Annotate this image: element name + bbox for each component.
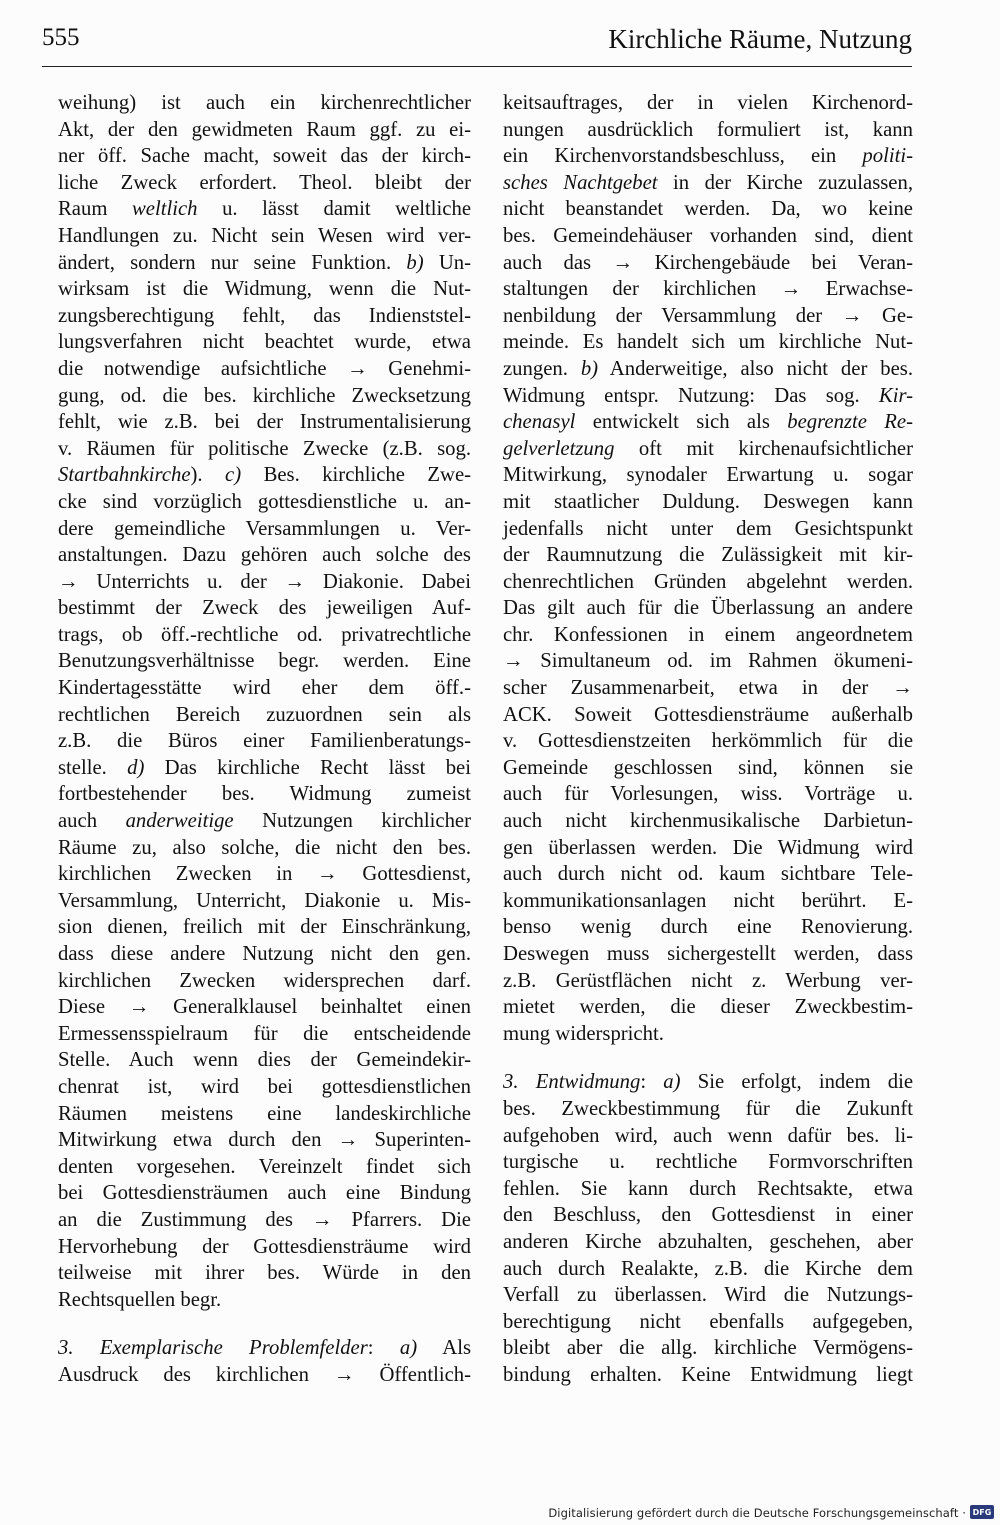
text-line: der Raumnutzung die Zulässigkeit mit kir-	[503, 544, 913, 567]
text-line: Hervorhebung der Gottesdiensträume wird	[58, 1235, 471, 1258]
text-line: chenrat ist, wird bei gottesdienstlichen	[58, 1075, 471, 1098]
page-number: 555	[42, 24, 80, 51]
footer-bar	[0, 1502, 1000, 1525]
text-line: Ausdruck des kirchlichen → Öffentlich-	[58, 1363, 471, 1386]
header-divider	[42, 66, 912, 67]
text-line: nicht beanstandet werden. Da, wo keine	[503, 198, 913, 221]
text-line: bes. Gemeindehäuser vorhanden sind, dient	[503, 224, 913, 247]
dfg-logo: DFG	[970, 1505, 994, 1519]
text-line: Das gilt auch für die Überlassung an andere	[503, 597, 913, 620]
text-line: nungen ausdrücklich formuliert ist, kann	[503, 118, 913, 141]
paragraph-gap	[503, 1047, 913, 1069]
funding-notice: Digitalisierung gefördert durch die Deutsche Forschungsgemeinschaft ·	[548, 1506, 966, 1520]
text-line: aufgehoben wird, auch wenn dafür bes. li-	[503, 1124, 913, 1147]
text-line: ändert, sondern nur seine Funktion. b) Un-	[58, 251, 471, 274]
text-line: auch anderweitige Nutzungen kirchlicher	[58, 810, 471, 833]
text-line: Diese → Generalklausel beinhaltet einen	[58, 996, 471, 1019]
text-line: auch das → Kirchengebäude bei Veran-	[503, 251, 913, 274]
text-line: stelle. d) Das kirchliche Recht lässt bei	[58, 756, 471, 779]
text-line: Raum weltlich u. lässt damit weltliche	[58, 198, 472, 221]
text-line: keitsauftrages, der in vielen Kirchenord-	[503, 92, 913, 114]
text-line: Startbahnkirche). c) Bes. kirchliche Zwe-	[58, 464, 472, 487]
text-line: chenrechtlichen Gründen abgelehnt werden.	[503, 570, 913, 593]
text-line: liche Zweck erfordert. Theol. bleibt der	[58, 171, 471, 194]
text-line: auch für Vorlesungen, wiss. Vorträge u.	[503, 783, 913, 806]
text-line: mung widerspricht.	[503, 1022, 664, 1045]
text-line: gelverletzung oft mit kirchenaufsichtlicher	[503, 437, 913, 460]
text-line: turgische u. rechtliche Formvorschriften	[503, 1151, 913, 1174]
text-line: Rechtsquellen begr.	[58, 1288, 222, 1311]
text-line: Verfall zu überlassen. Wird die Nutzungs-	[503, 1284, 913, 1307]
text-line: Kindertagesstätte wird eher dem öff.-	[58, 677, 471, 700]
text-line: z.B. Gerüstflächen nicht z. Werbung ver-	[503, 969, 913, 992]
text-line: bestimmt der Zweck des jeweiligen Auf-	[58, 597, 471, 620]
text-line: fortbestehender bes. Widmung zumeist	[58, 783, 471, 806]
text-line: dere gemeindliche Versammlungen u. Ver-	[58, 517, 471, 540]
text-line: kirchlichen Zwecken in → Gottesdienst,	[58, 863, 471, 886]
text-line: ner öff. Sache macht, soweit das der kirch-	[58, 145, 471, 168]
text-line: an die Zustimmung des → Pfarrers. Die	[58, 1208, 471, 1231]
text-line: cke sind vorzüglich gottesdienstliche u. an-	[58, 490, 471, 513]
text-line: → Unterrichts u. der → Diakonie. Dabei	[58, 570, 471, 593]
text-line: Handlungen zu. Nicht sein Wesen wird ver-	[58, 224, 471, 247]
page-header	[42, 24, 912, 64]
text-line: z.B. die Büros einer Familienberatungs-	[58, 730, 471, 753]
text-line: Räumen meistens eine landeskirchliche	[58, 1102, 471, 1125]
text-line: anderen Kirche abzuhalten, geschehen, aber	[503, 1230, 913, 1253]
text-line: Versammlung, Unterricht, Diakonie u. Mis-	[58, 889, 471, 912]
text-line: auch durch nicht od. kaum sichtbare Tele-	[503, 863, 913, 886]
text-line: die notwendige aufsichtliche → Genehmi-	[58, 357, 471, 380]
text-line: bindung erhalten. Keine Entwidmung liegt	[503, 1363, 913, 1386]
paragraph-gap	[58, 1313, 471, 1335]
text-line: teilweise mit ihrer bes. Würde in den	[58, 1262, 471, 1285]
text-line: ACK. Soweit Gottesdiensträume außerhalb	[503, 703, 913, 726]
right-text-column	[503, 90, 913, 1389]
text-line: Mitwirkung etwa durch den → Superinten-	[58, 1129, 471, 1152]
text-line: gung, od. die bes. kirchliche Zwecksetzung	[58, 384, 471, 407]
text-line: weihung) ist auch ein kirchenrechtlicher	[58, 92, 471, 114]
text-line: jedenfalls nicht unter dem Gesichtspunkt	[503, 517, 913, 540]
text-line: Räume zu, also solche, die nicht den bes.	[58, 836, 471, 859]
text-line: zungsberechtigung fehlt, das Indienststel-	[58, 304, 471, 327]
text-line: v. Gottesdienstzeiten herkömmlich für die	[503, 730, 913, 753]
running-head: Kirchliche Räume, Nutzung	[608, 24, 912, 54]
text-line: Ermessensspielraum für die entscheidende	[58, 1022, 471, 1045]
text-line: 3. Exemplarische Problemfelder: a) Als	[58, 1337, 471, 1360]
text-line: denten vorgesehen. Vereinzelt findet sich	[58, 1155, 471, 1178]
text-line: kirchlichen Zwecken widersprechen darf.	[58, 969, 471, 992]
text-line: bes. Zweckbestimmung für die Zukunft	[503, 1097, 913, 1120]
text-line: chenasyl entwickelt sich als begrenzte Re-	[503, 411, 913, 434]
text-line: benso wenig durch eine Renovierung.	[503, 916, 913, 939]
text-line: staltungen der kirchlichen → Erwachse-	[503, 278, 913, 301]
text-line: 3. Entwidmung: a) Sie erfolgt, indem die	[503, 1071, 914, 1094]
text-line: bei Gottesdiensträumen auch eine Bindung	[58, 1182, 471, 1205]
left-text-column	[58, 90, 471, 1389]
text-line: Mitwirkung, synodaler Erwartung u. sogar	[503, 464, 913, 487]
text-line: mietet werden, die dieser Zweckbestim-	[503, 996, 913, 1019]
text-line: auch durch Realakte, z.B. die Kirche dem	[503, 1257, 913, 1280]
text-line: Deswegen muss sichergestellt werden, dass	[503, 943, 913, 965]
text-line: nenbildung der Versammlung der → Ge-	[503, 304, 913, 327]
text-line: ein Kirchenvorstandsbeschluss, ein politi-	[503, 145, 913, 168]
text-line: rechtlichen Bereich zuzuordnen sein als	[58, 703, 471, 726]
text-line: sion dienen, freilich mit der Einschränkung,	[58, 916, 471, 939]
text-line: sches Nachtgebet in der Kirche zuzulassen,	[503, 171, 913, 194]
text-line: dass diese andere Nutzung nicht den gen.	[58, 943, 471, 965]
text-line: chr. Konfessionen in einem angeordnetem	[503, 623, 913, 646]
text-line: → Simultaneum od. im Rahmen ökumeni-	[503, 650, 913, 673]
text-line: mit staatlicher Duldung. Deswegen kann	[503, 490, 913, 513]
text-line: v. Räumen für politische Zwecke (z.B. sog.	[58, 437, 471, 460]
text-line: anstaltungen. Dazu gehören auch solche des	[58, 544, 471, 567]
text-line: lungsverfahren nicht beachtet wurde, etwa	[58, 331, 471, 354]
text-line: Akt, der den gewidmeten Raum ggf. zu ei-	[58, 118, 471, 141]
text-line: gen überlassen werden. Die Widmung wird	[503, 836, 913, 859]
text-line: fehlt, wie z.B. bei der Instrumentalisierung	[58, 411, 471, 434]
text-line: fehlen. Sie kann durch Rechtsakte, etwa	[503, 1177, 913, 1200]
text-line: den Beschluss, den Gottesdienst in einer	[503, 1204, 913, 1227]
text-line: auch nicht kirchenmusikalische Darbietun-	[503, 810, 913, 833]
text-line: Widmung entspr. Nutzung: Das sog. Kir-	[503, 384, 913, 407]
text-line: trags, ob öff.-rechtliche od. privatrechtliche	[58, 623, 471, 646]
text-line: wirksam ist die Widmung, wenn die Nut-	[58, 278, 471, 301]
text-line: Stelle. Auch wenn dies der Gemeindekir-	[58, 1049, 471, 1072]
text-line: bleibt aber die allg. kirchliche Vermögens-	[503, 1337, 913, 1360]
text-line: kommunikationsanlagen nicht berührt. E-	[503, 889, 913, 912]
text-line: berechtigung nicht ebenfalls aufgegeben,	[503, 1310, 913, 1333]
text-line: Benutzungsverhältnisse begr. werden. Eine	[58, 650, 471, 673]
text-line: scher Zusammenarbeit, etwa in der →	[503, 677, 913, 700]
text-line: zungen. b) Anderweitige, also nicht der bes.	[503, 357, 913, 380]
text-line: Gemeinde geschlossen sind, können sie	[503, 756, 913, 779]
text-line: meinde. Es handelt sich um kirchliche Nut-	[503, 331, 913, 354]
